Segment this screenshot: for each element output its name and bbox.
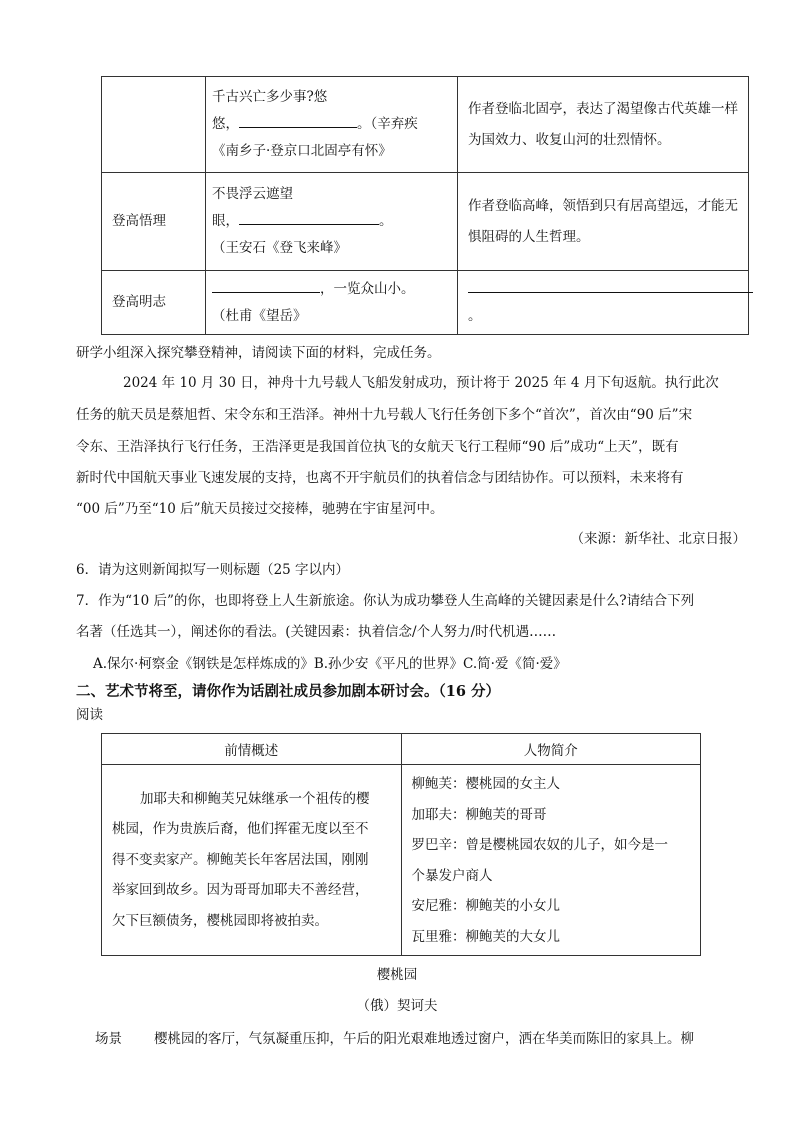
poem-text-cell (206, 77, 458, 173)
poem-line: 眼， 。 (212, 208, 457, 235)
task-intro: 研学小组深入探究攀登精神，请阅读下面的材料，完成任务。 (76, 345, 441, 361)
character-item: 个暴发户商人 (411, 867, 493, 884)
category-cell (102, 77, 206, 173)
header-characters: 人物简介 (401, 734, 701, 765)
play-info-table (101, 733, 701, 956)
news-line: 新时代中国航天事业飞速发展的支持，也离不开宇航员们的执着信念与团结协作。可以预料，未来将有 (76, 470, 684, 486)
question-7-options: A.保尔·柯察金《钢铁是怎样炼成的》B.孙少安《平凡的世界》C.简·爱《简·爱》 (93, 656, 567, 672)
character-item: 瓦里雅：柳鲍芙的大女儿 (411, 928, 560, 945)
question-6: 6．请为这则新闻拟写一则标题（25 字以内） (76, 562, 350, 578)
note-cell: 作者登临高峰，领悟到只有居高望远，才能无惧阻碍的人生哲理。 (458, 173, 749, 271)
summary-line: 桃园，作为贵族后裔，他们挥霍无度以至不 (112, 821, 369, 838)
answer-blank[interactable] (239, 209, 379, 225)
poem-line: 不畏浮云遮望 (212, 186, 293, 202)
summary-cell (102, 765, 402, 956)
summary-line: 欠下巨额债务，樱桃园即将被拍卖。 (112, 912, 328, 929)
read-label: 阅读 (76, 707, 103, 723)
news-source: （来源：新华社、北京日报） (570, 531, 746, 547)
poem-text-cell (206, 271, 458, 335)
header-summary: 前情概述 (102, 734, 402, 765)
note-cell: 。 (458, 271, 749, 335)
table-row (102, 77, 749, 173)
section-heading: 二、艺术节将至，请你作为话剧社成员参加剧本研讨会。（16 分） (76, 683, 500, 700)
category-cell: 登高明志 (102, 271, 206, 335)
character-item: 安尼雅：柳鲍芙的小女儿 (411, 898, 560, 914)
character-item: 罗巴辛：曾是樱桃园农奴的儿子，如今是一 (411, 837, 668, 853)
answer-blank[interactable] (468, 277, 753, 293)
characters-cell (401, 765, 701, 956)
table-header-row (102, 734, 701, 765)
poem-source: （杜甫《望岳》 (212, 307, 307, 324)
news-line: 令东、王浩泽执行飞行任务，王浩泽更是我国首位执飞的女航天飞行工程师“90 后”成功“上天”，既有 (76, 439, 679, 455)
scene-text: 樱桃园的客厅，气氛凝重压抑，午后的阳光艰难地透过窗户，洒在华美而陈旧的家具上。柳 (154, 1031, 694, 1047)
scene-label: 场景 (95, 1031, 122, 1047)
news-line: “00 后”乃至“10 后”航天员接过交接棒，驰骋在宇宙星河中。 (76, 501, 444, 517)
poem-line: 千古兴亡多少事?悠 (212, 89, 328, 105)
character-item: 柳鲍芙：樱桃园的女主人 (411, 776, 560, 792)
question-7-continued: 名著（任选其一），阐述你的看法。(关键因素：执着信念/个人努力/时代机遇…… (76, 624, 557, 640)
category-cell: 登高悟理 (102, 173, 206, 271)
poem-source: （王安石《登飞来峰》 (212, 240, 347, 256)
table-row (102, 765, 701, 956)
answer-blank[interactable] (239, 112, 357, 128)
question-7: 7．作为“10 后”的你，也即将登上人生新旅途。你认为成功攀登人生高峰的关键因素是什么?请结合下列 (76, 593, 695, 609)
note-cell: 作者登临北固亭，表达了渴望像古代英雄一样为国效力、收复山河的壮烈情怀。 (458, 77, 749, 173)
news-line: 2024 年 10 月 30 日，神舟十九号载人飞船发射成功，预计将于 2025 年 4 月下旬返航。执行此次 (123, 375, 719, 391)
table-row (102, 173, 749, 271)
answer-blank[interactable] (212, 277, 320, 293)
poem-text-cell (206, 173, 458, 271)
poem-line: ，一览众山小。 (212, 276, 457, 303)
poem-line: 悠， 。（辛弃疾 (212, 111, 457, 138)
summary-line: 加耶夫和柳鲍芙兄妹继承一个祖传的樱 (140, 790, 370, 807)
summary-line: 举家回到故乡。因为哥哥加耶夫不善经营， (112, 882, 369, 899)
news-line: 任务的航天员是蔡旭哲、宋令东和王浩泽。神州十九号载人飞行任务创下多个“首次”，首次由“90 后”宋 (76, 407, 693, 423)
table-row (102, 271, 749, 335)
summary-line: 得不变卖家产。柳鲍芙长年客居法国，刚刚 (112, 851, 369, 868)
character-item: 加耶夫：柳鲍芙的哥哥 (411, 806, 547, 823)
play-author: （俄）契诃夫 (356, 998, 438, 1014)
play-title: 樱桃园 (376, 967, 418, 983)
poem-source: 《南乡子·登京口北固亭有怀》 (212, 143, 392, 159)
poem-table (101, 76, 749, 335)
